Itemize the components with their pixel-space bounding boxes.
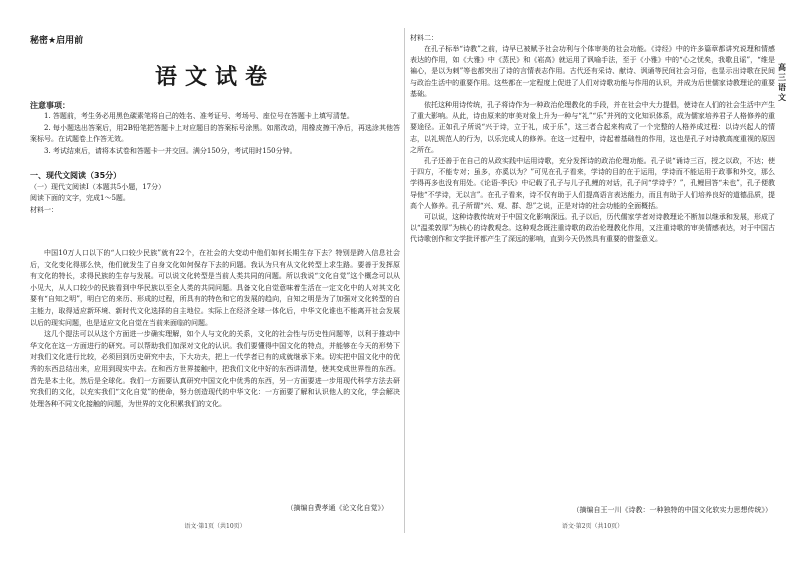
notice-item: 1. 答题前，考生务必用黑色碳素笔将自己的姓名、准考证号、考场号、座位号在答题卡上填写清楚。 bbox=[44, 112, 354, 120]
material-2-text bbox=[410, 44, 775, 246]
page-2-footer: 语文·第2页（共10页） bbox=[561, 523, 624, 530]
paragraph: 中国10万人口以下的“人口较少民族”就有22个，在社会的大变动中他们如何长期生存下去？特别是跨入信息社会后，文化变化得那么快，他们就发生了自身文化如何保存下去的问题。我认为只有从文化转型上求生路。要善于发挥原有文化的特长，求得民族的生存与发展。可以说文化转型是当前人类共同的问题。所以我说“文化自觉”这个概念可以从小见大，从人口较少的民族看到中华民族以至全人类的共同问题。具备文化自觉意味着生活在一定文化中的人对其文化要有“自知之明”，明白它的来历、形成的过程，所具有的特色和它的发展的趋向，自知之明是为了加强对文化转型的自主能力，取得适应新环境、新时代文化选择的自主地位。实际上在经济全球一体化后，中华文化谁也不能离开社会发展以后的现实问题，也是适应文化自觉在当前来面临的问题。 bbox=[30, 249, 400, 327]
material-1-text bbox=[30, 248, 400, 410]
notice-title: 注意事项： bbox=[30, 101, 70, 110]
paragraph: 这几个提法可以从这个方面进一步确实理解，如个人与文化的关系，文化的社会性与历史性问题等，以利于推动中华文化在这一方面进行的研究。可以帮助我们加深对文化的认识。我们要懂得中国文化的特点，并能够在今天的形势下对我们文化进行比较，必须回到历史研究中去，下大功夫，把上一代学者已有的成就继承下来。切实把中国文化中的优秀的东西总结出来，应用到现实中去。在和西方世界接触中，把我们文化中好的东西讲清楚，使其变成世界性的东西。首先是本土化，然后是全球化。我们一方面要认真研究中国文化中优秀的东西，另一方面要进一步用现代科学方法去研究我们的文化，以充实我们“文化自觉”的使命，努力创造现代的中华文化：一方面要了解和认识他人的文化，学会解决处理各种不同文化接触的问题，为世界的文化积累我们的文化。 bbox=[30, 330, 400, 408]
secret-label: 秘密★启用前 bbox=[30, 36, 84, 46]
notice-item: 2. 每小题选出答案后，用2B铅笔把答题卡上对应题目的答案标号涂黑。如需改动，用橡皮擦干净后，再选涂其他答案标号。在试题卷上作答无效。 bbox=[30, 123, 400, 144]
notice-item: 3. 考试结束后，请将本试卷和答题卡一并交回。满分150分，考试用时150分钟。 bbox=[44, 146, 297, 155]
page-2 bbox=[410, 0, 775, 561]
section-heading: 一、现代文阅读（35分） bbox=[30, 171, 122, 180]
exam-title: 语文试卷 bbox=[154, 64, 275, 90]
paragraph: 依托这种用诗传统，孔子将诗作为一种政治伦理教化的手段，并在社会中大力提倡，使诗在人们的社会生活中产生了重大影响。从此，诗由原来的审美对象上升为一种与“礼”“乐”并列的文化知识体系，成为儒家培养君子人格修养的重要途径。正如孔子所说“兴于诗，立于礼，成于乐”，这三者合起来构成了一个完整的人格养成过程：以诗兴起人的情志，以礼规范人的行为，以乐完成人的修养。在这一过程中，诗起着基础性的作用，这也是孔子对诗教高度重视的原因之所在。 bbox=[410, 101, 775, 154]
material-2-citation: （摘编自王一川《诗教：一种独特的中国文化软实力思想传统》） bbox=[572, 506, 772, 514]
material-label: 材料一： bbox=[30, 205, 58, 214]
page-divider bbox=[404, 28, 405, 533]
subsection-heading: （一）现代文阅读Ⅰ（本题共5小题，17分） bbox=[30, 182, 166, 191]
paragraph: 可以说，这种诗教传统对于中国文化影响深远。孔子以后，历代儒家学者对诗教理论不断加以继承和发展，形成了以“温柔敦厚”为核心的诗教观念。这种观念既注重诗歌的政治伦理教化作用，又注重诗歌的审美情感表达，对于中国古代诗歌创作和文学批评都产生了深远的影响，直到今天仍然具有重要的借鉴意义。 bbox=[410, 213, 775, 244]
notices bbox=[30, 111, 400, 157]
section-1 bbox=[30, 170, 400, 216]
material-1-citation: （摘编自费孝通《论文化自觉》） bbox=[286, 504, 388, 512]
page-1 bbox=[30, 0, 400, 561]
material-2-label: 材料二： bbox=[410, 34, 438, 42]
paragraph: 在孔子标举“诗教”之前，诗早已被赋予社会功利与个体审美的社会功能。《诗经》中的许多篇章都讲究说理和情感表达的作用，如《大雅》中《蒸民》和《崧高》就运用了讽喻手法，至于《小雅》中的“心之忧矣，我歌且谣”，“维是褊心，是以为刺”等也都突出了诗的言情表志作用。古代还有采诗、献诗、讽诵等民间社会习俗，也显示出诗歌在民间与政治生活中的重要作用。这些都在一定程度上促进了人们对诗歌功能与作用的认识，并成为后世儒家诗教理论的重要基础。 bbox=[410, 45, 775, 98]
instruction: 阅读下面的文字，完成1～5题。 bbox=[30, 194, 130, 203]
edge-mark: 高三语文 bbox=[778, 62, 786, 102]
page-1-footer: 语文·第1页（共10页） bbox=[184, 523, 246, 530]
paragraph: 孔子还善于在自己的从政实践中运用诗歌，充分发挥诗的政治伦理功能。孔子说“诵诗三百，授之以政，不达；使于四方，不能专对；虽多，亦奚以为？”可见在孔子看来，学诗的目的在于运用，学诗而不能运用于政事和外交，那么学得再多也没有用处。《论语·季氏》中记载了孔子与儿子孔鲤的对话，孔子问“学诗乎？”，孔鲤回答“未也”，孔子便教导他“不学诗，无以言”。在孔子看来，诗不仅有助于人们提高语言表达能力，而且有助于人们培养良好的道德品质，提高个人修养。孔子所谓“兴、观、群、怨”之说，正是对诗的社会功能的全面概括。 bbox=[410, 157, 775, 210]
